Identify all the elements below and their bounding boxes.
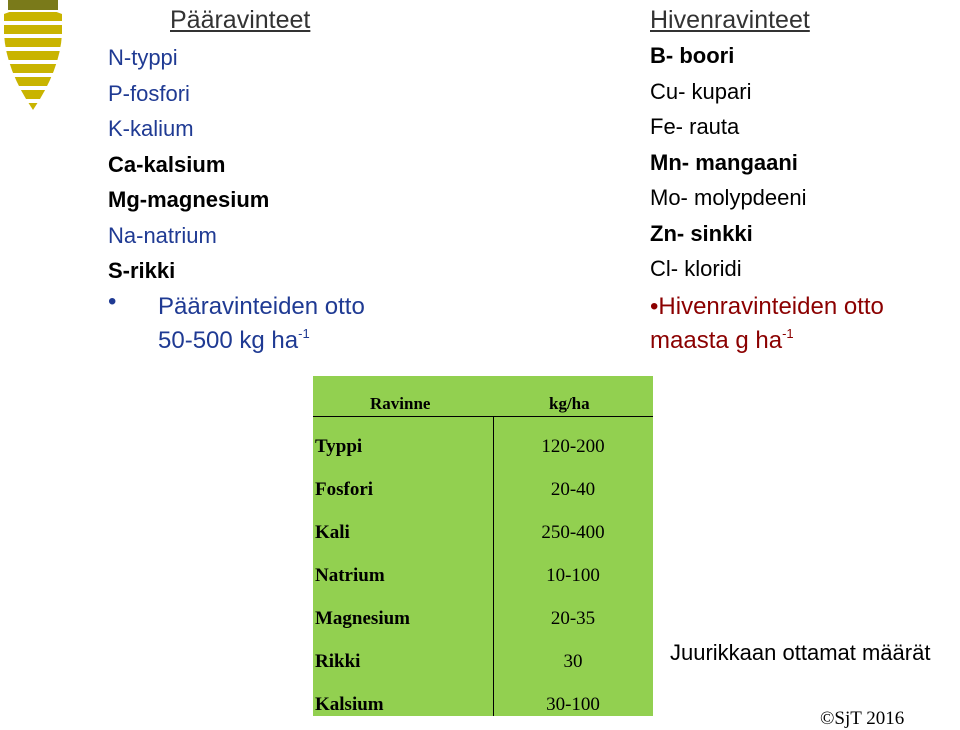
table-cell-nutrient: Typpi (315, 436, 363, 457)
table-row (313, 598, 653, 641)
table-cell-amount: 30-100 (546, 694, 600, 715)
main-nutrient-item: S-rikki (108, 258, 176, 283)
table-cell-amount: 10-100 (546, 565, 600, 586)
table-cell-nutrient: Kalsium (315, 694, 384, 715)
table-header-divider (313, 416, 653, 417)
table-cell-amount: 20-40 (550, 479, 596, 500)
main-nutrient-item: N-typpi (108, 45, 178, 70)
main-nutrients-uptake-line1: Pääravinteiden otto (158, 293, 365, 320)
main-nutrients-uptake-line2 (158, 324, 365, 358)
table-cell-nutrient: Natrium (315, 565, 385, 586)
micronutrients-uptake-line1: •Hivenravinteiden otto (650, 293, 884, 320)
uptake-amount: 50-500 kg ha (158, 327, 299, 354)
table-caption: Juurikkaan ottamat määrät (670, 640, 931, 665)
micronutrient-item: Zn- sinkki (650, 220, 753, 246)
main-nutrients-list (108, 40, 269, 289)
table-cell-amount: 250-400 (541, 522, 605, 543)
copyright-notice: ©SjT 2016 (820, 708, 905, 729)
table-header-nutrient: Ravinne (370, 394, 431, 413)
micronutrient-item: B- boori (650, 43, 735, 68)
main-nutrient-item: Na-natrium (108, 222, 217, 248)
table-row (313, 555, 653, 598)
bullet-icon: • (108, 288, 117, 315)
table-cell-amount: 30 (563, 651, 583, 672)
main-nutrient-item: P-fosfori (108, 80, 190, 106)
micronutrients-list (650, 38, 807, 287)
micronutrients-uptake-line2 (650, 324, 884, 358)
table-header-amount: kg/ha (549, 394, 590, 413)
table-row (313, 512, 653, 555)
micronutrient-item: Mn- mangaani (650, 149, 798, 175)
uptake-amount: maasta g ha (650, 327, 783, 354)
table-cell-amount: 20-35 (550, 608, 596, 629)
main-nutrients-uptake-note (158, 290, 365, 358)
table-row (313, 641, 653, 684)
table-cell-nutrient: Fosfori (315, 479, 374, 500)
micronutrient-item: Fe- rauta (650, 114, 740, 139)
table-cell-nutrient: Magnesium (315, 608, 410, 629)
uptake-exponent: -1 (298, 326, 310, 341)
table-row (313, 469, 653, 512)
sugar-beet-logo-icon (0, 0, 66, 112)
main-nutrients-title: Pääravinteet (170, 6, 311, 34)
uptake-exponent: -1 (782, 326, 794, 341)
main-nutrient-item: Mg-magnesium (108, 187, 270, 212)
table-cell-amount: 120-200 (541, 436, 605, 457)
micronutrient-item: Mo- molypdeeni (650, 185, 807, 210)
micronutrient-item: Cl- kloridi (650, 256, 742, 281)
table-cell-nutrient: Rikki (315, 651, 361, 672)
micronutrients-title: Hivenravinteet (650, 6, 810, 34)
table-row (313, 684, 653, 727)
main-nutrient-item: K-kalium (108, 116, 194, 141)
main-nutrient-item: Ca-kalsium (108, 151, 226, 177)
table-row (313, 426, 653, 469)
micronutrients-uptake-note (650, 290, 884, 358)
table-cell-nutrient: Kali (315, 522, 350, 543)
uptake-table (313, 376, 653, 716)
micronutrient-item: Cu- kupari (650, 78, 752, 104)
